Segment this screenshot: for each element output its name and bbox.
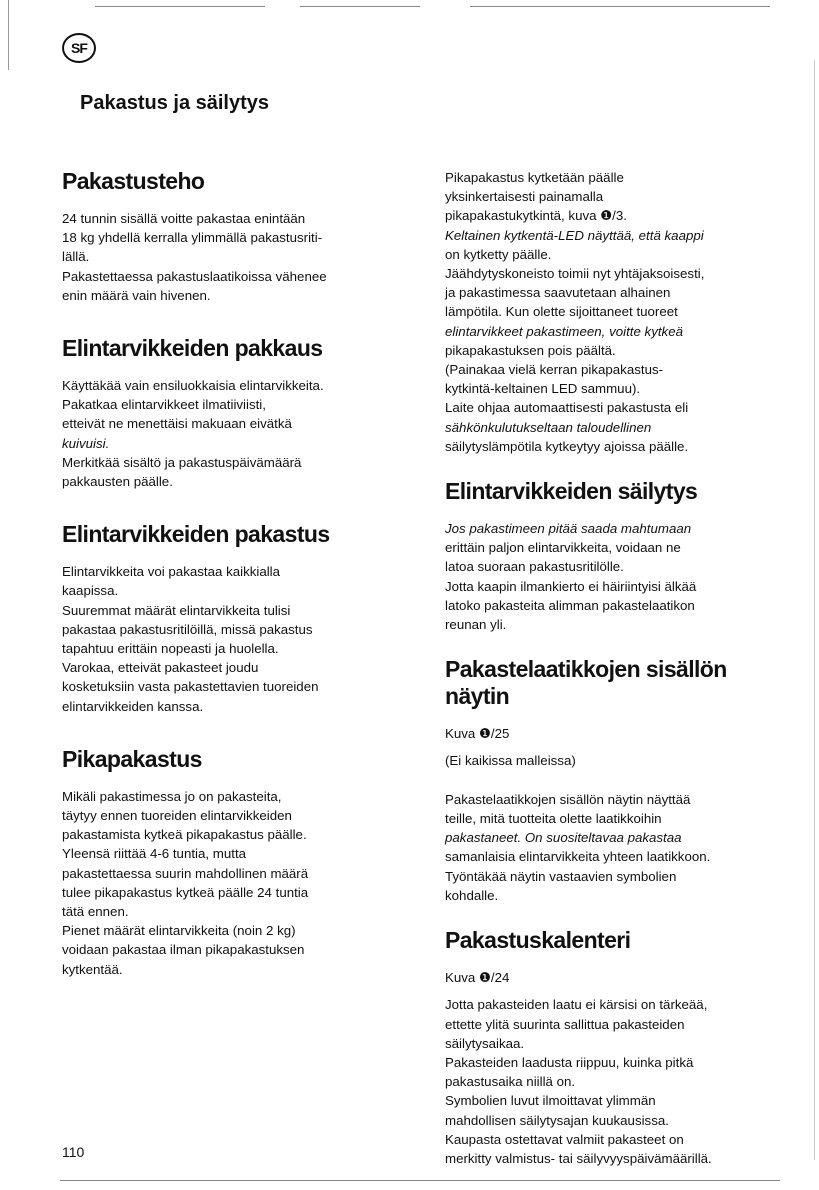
text-line: Suuremmat määrät elintarvikkeita tulisi — [62, 602, 291, 618]
country-badge: SF — [62, 33, 96, 63]
right-column — [445, 168, 793, 1190]
text-line: Laite ohjaa automaattisesti pakastusta eli — [445, 400, 689, 416]
text-line: ja pakastimessa saavutetaan alhainen — [445, 285, 671, 301]
text-line: mahdollisen säilytysajan kuukausissa. — [445, 1112, 669, 1128]
text-line: etteivät ne menettäisi makuaan eivätkä — [62, 416, 292, 432]
text-line: Keltainen kytkentä-LED näyttää, että kaappi — [445, 227, 704, 243]
top-rule-3 — [470, 6, 770, 7]
text-line: merkitty valmistus- tai säilyvyyspäivämäärillä. — [445, 1150, 712, 1166]
section-heading: Elintarvikkeiden säilytys — [445, 478, 698, 505]
text-line: kuivuisi. — [62, 435, 110, 451]
text-line: Merkitkää sisältö ja pakastuspäivämäärä — [62, 454, 302, 470]
section — [445, 656, 793, 905]
top-rule-1 — [95, 6, 265, 7]
text-line: teille, mitä tuotteita olette laatikkoihin — [445, 811, 662, 827]
page-title: Pakastus ja säilytys — [80, 92, 270, 114]
text-line: pakastusaika niillä on. — [445, 1074, 576, 1090]
section — [62, 746, 402, 979]
text-line: tulee pikapakastus kytkeä päälle 24 tuntia — [62, 884, 309, 900]
left-column — [62, 168, 402, 1009]
text-line: kytkintä-keltainen LED sammuu). — [445, 381, 641, 397]
section — [445, 927, 793, 1168]
text-line: Käyttäkää vain ensiluokkaisia elintarvikkeita. — [62, 378, 324, 394]
text-line: Pikapakastus kytketään päälle — [445, 170, 624, 185]
section-heading: Elintarvikkeiden pakastus — [62, 521, 330, 548]
text-line: latoa suoraan pakastusritilölle. — [445, 559, 624, 575]
text-line: kaapissa. — [62, 583, 119, 599]
text-line: tätä ennen. — [62, 904, 129, 920]
text-line: elintarvikkeet pakastimeen, voitte kytkeä — [445, 323, 683, 339]
text-line: kytkentää. — [62, 961, 123, 977]
text-line: yksinkertaisesti painamalla — [445, 189, 604, 205]
section — [62, 521, 402, 716]
text-line: 24 tunnin sisällä voitte pakastaa enintään — [62, 211, 306, 226]
section-heading: Pakastelaatikkojen sisällön näytin — [445, 656, 727, 710]
text-line: Pakastettaessa pakastuslaatikoissa vähenee — [62, 268, 327, 284]
text-line: Työntäkää näytin vastaavien symbolien — [445, 868, 677, 884]
text-line: Jotta pakasteiden laatu ei kärsisi on tärkeää, — [445, 997, 708, 1013]
text-line: Pakasteiden laadusta riippuu, kuinka pitkä — [445, 1054, 694, 1070]
text-line: erittäin paljon elintarvikkeita, voidaan ne — [445, 540, 681, 556]
section — [62, 335, 402, 491]
text-line: 18 kg yhdellä kerralla ylimmällä pakastusriti- — [62, 230, 323, 246]
text-line: säilytysaikaa. — [445, 1035, 525, 1051]
text-line: Pienet määrät elintarvikkeita (noin 2 kg) — [62, 923, 296, 939]
text-line: Yleensä riittää 4-6 tuntia, mutta — [62, 846, 247, 862]
right-edge-mark — [814, 60, 815, 1160]
text-line: sähkönkulutukseltaan taloudellinen — [445, 419, 652, 435]
section-heading: Pikapakastus — [62, 745, 202, 772]
section — [62, 168, 402, 305]
text-line: pikapakastuksen pois päältä. — [445, 342, 616, 358]
text-line — [445, 771, 793, 790]
section-heading: Pakastusteho — [62, 168, 205, 194]
text-line: enin määrä vain hivenen. — [62, 287, 211, 303]
text-line: pakastaa pakastusritilöillä, missä pakastus — [62, 621, 313, 637]
text-line: Jos pakastimeen pitää saada mahtumaan — [445, 521, 692, 537]
text-line: pakastettaessa suurin mahdollinen määrä — [62, 865, 309, 881]
text-line: voidaan pakastaa ilman pikapakastuksen — [62, 942, 305, 958]
section — [445, 478, 793, 634]
text-line: (Painakaa vielä kerran pikapakastus- — [445, 362, 664, 378]
text-line: Symbolien luvut ilmoittavat ylimmän — [445, 1093, 656, 1109]
text-line: lällä. — [62, 249, 90, 265]
text-line: Pakatkaa elintarvikkeet ilmatiiviisti, — [62, 397, 266, 413]
text-line: säilytyslämpötila kytkeytyy ajoissa päälle. — [445, 438, 689, 454]
text-line: samanlaisia elintarvikkeita yhteen laatikkoon. — [445, 849, 711, 865]
text-line: on kytketty päälle. — [445, 246, 552, 262]
text-line: elintarvikkeiden kanssa. — [62, 698, 204, 714]
page-number: 110 — [62, 1144, 85, 1160]
text-line: pakastamista kytkeä pikapakastus päälle. — [62, 827, 307, 843]
top-rule-2 — [300, 6, 420, 7]
text-line: Jotta kaapin ilmankierto ei häiriintyisi älkää — [445, 578, 697, 594]
intro-paragraph — [445, 168, 793, 456]
text-line: pikapakastukytkintä, kuva ❶/3. — [445, 208, 627, 224]
text-line: tapahtuu erittäin nopeasti ja huolella. — [62, 641, 279, 657]
section-heading: Elintarvikkeiden pakkaus — [62, 335, 323, 362]
section-heading: Pakastuskalenteri — [445, 927, 631, 954]
text-line: Pakastelaatikkojen sisällön näytin näyttää — [445, 791, 691, 807]
text-line: Kaupasta ostettavat valmiit pakasteet on — [445, 1131, 684, 1147]
text-line: kosketuksiin vasta pakastettavien tuoreiden — [62, 679, 319, 695]
left-edge-mark — [8, 0, 9, 70]
figure-reference: Kuva ❶/24 — [445, 970, 510, 986]
text-line: lämpötila. Kun olette sijoittaneet tuoreet — [445, 304, 678, 320]
text-line: reunan yli. — [445, 617, 507, 633]
text-line: pakastaneet. On suositeltavaa pakastaa — [445, 830, 682, 846]
text-line: Mikäli pakastimessa jo on pakasteita, — [62, 788, 282, 804]
text-line: ettette ylitä suurinta sallittua pakasteiden — [445, 1016, 685, 1032]
text-line: Jäähdytyskoneisto toimii nyt yhtäjaksoisesti, — [445, 266, 705, 282]
figure-reference: Kuva ❶/25 — [445, 726, 510, 742]
text-line: latoko pakasteita alimman pakastelaatikon — [445, 597, 695, 613]
text-line: Varokaa, etteivät pakasteet joudu — [62, 660, 259, 676]
text-line: pakkausten päälle. — [62, 474, 173, 490]
text-line: Elintarvikkeita voi pakastaa kaikkialla — [62, 564, 281, 580]
text-line: täytyy ennen tuoreiden elintarvikkeiden — [62, 808, 292, 824]
text-line: (Ei kaikissa malleissa) — [445, 753, 576, 769]
text-line: kohdalle. — [445, 887, 499, 903]
